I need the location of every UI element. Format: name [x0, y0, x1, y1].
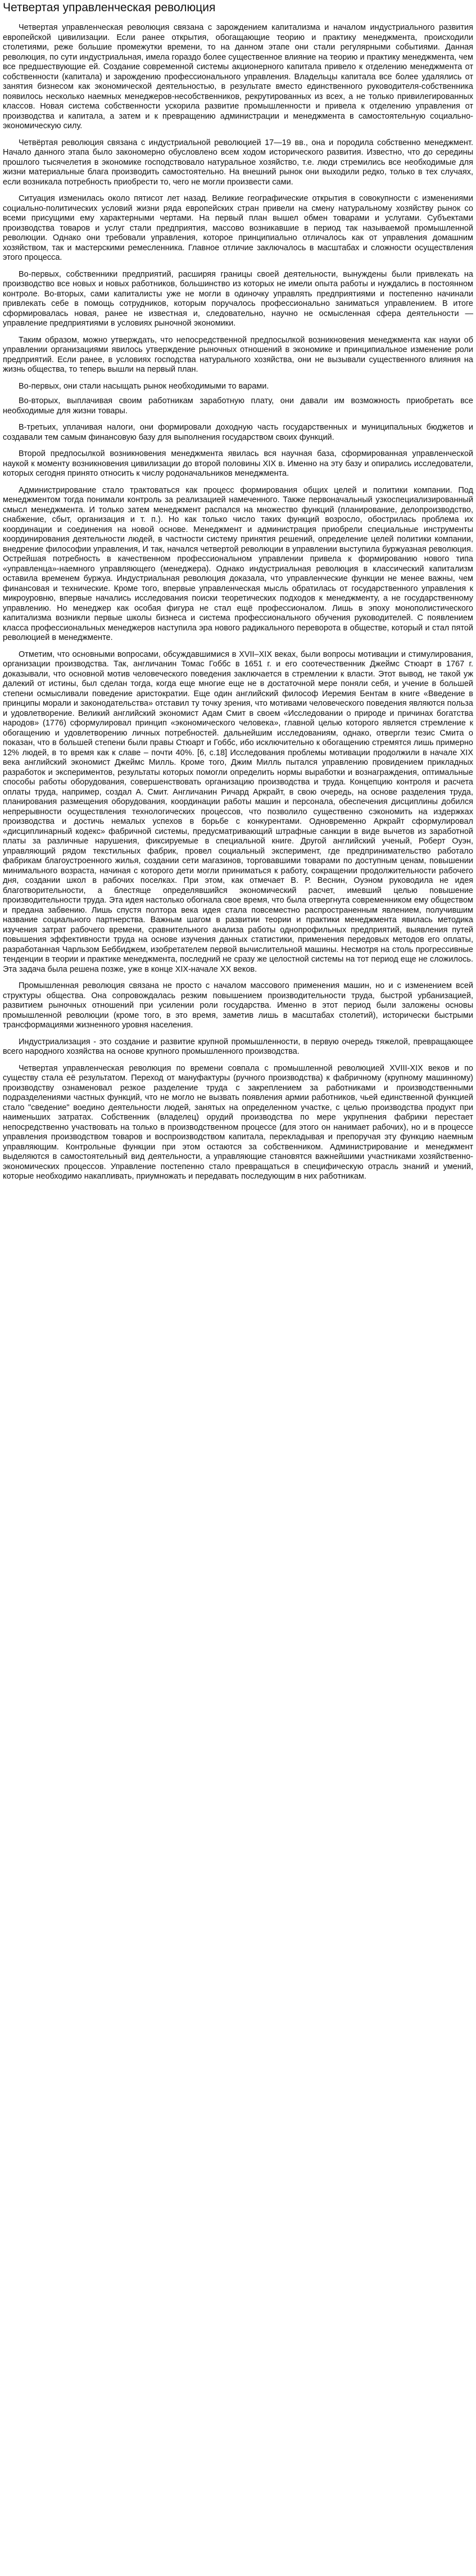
paragraph: В-третьих, уплачивая налоги, они формировали доходную часть государственных и муниципальных бюджетов и создавали тем самым финансовую базу для выполнения государством своих функций. [3, 423, 473, 442]
paragraph: Таким образом, можно утверждать, что непосредственной предпосылкой возникновения менеджмента как науки об управлении организациями явилось утверждение рыночных отношений в экономике и принципиальное изменение роли предприятий. Если ранее, в условиях господства натурального хозяйства, они не вызывали существенного влияния на жизнь общества, то теперь вышли на первый план. [3, 335, 473, 374]
article [0, 0, 476, 1191]
paragraph: Индустриализация - это создание и развитие крупной промышленности, в первую очередь тяжелой, превращающее всего народного хозяйства на основе крупного промышленного производства. [3, 1037, 473, 1056]
paragraph: Во-вторых, выплачивая своим работникам заработную плату, они давали им возможность приобретать все необходимые для жизни товары. [3, 396, 473, 416]
paragraph: Второй предпосылкой возникновения менеджмента явилась вся научная база, сформированная управленческой наукой к моменту возникновения цивилизации до второй половины XIX в. Именно на эту базу и опирались исследователи, которых сегодня принято относить к числу родоначальников менеджмента. [3, 449, 473, 478]
paragraph: Во-первых, они стали насыщать рынок необходимыми то варами. [19, 381, 269, 391]
page-title: Четвертая управленческая революция [3, 1, 216, 14]
paragraph: Промышленная революция связана не просто с началом массового применения машин, но и с изменением всей структуры общества. Она сопровождалась резким повышением производительности труда, быстрой урбанизацией, развитием рыночных отношений при усилении роли государства. Именно в этот период были заложены основы промышленной революции (кроме того, в это время, заметив лишь в масштабах столетий), исторически быстрыми трансформациями жизненного уровня населения. [3, 981, 473, 1030]
paragraph: Ситуация изменилась около пятисот лет назад. Великие географические открытия в совокупности с изменениями социально-политических условий жизни ряда европейских стран привели на смену натуральному хозяйству рынок со всеми присущими ему характерными чертами. На первый план вышел обмен товарами и услугами. Субъектами производства товаров и услуг стали предприятия, массово возникавшие в период так называемой промышленной революции. Однако они требовали управления, которое принципиально отличалось как от управления домашним хозяйством, так и мастерскими ремесленника. Главное отличие заключалось в масштабах и сложности осуществления этого процесса. [3, 194, 473, 262]
paragraph: Четвертая управленческая революция по времени совпала с промышленной революцией XVIII-XIX веков и по существу стала её результатом. Переход от мануфактуры (ручного производства) к фабричному (крупному машинному) производству ознаменовал резкое разделение труда с закреплением за работниками и производственными подразделениями частных функций, что не могло не вызвать появления армии работников, чьей единственной функцией стало "сведение" воедино деятельности людей, занятых на определенном участке, с целью производства продукт при наименьших затратах. Собственник (владелец) орудий производства по мере укрупнения фабрики перестает непосредственно участвовать на только в производственном процессе (для этого он нанимает рабочих), но и в процессе управления производством товаров и воспроизводством капитала, перекладывая и препоручая эту функцию наемным управляющим. Контрольные функции при этом остаются за собственником. Администрирование и менеджмент выделяются в самостоятельный вид деятельности, а управляющие становятся важнейшими участниками хозяйственно-экономических процессов. Управление постепенно стало превращаться в специфическую отрасль знаний и умений, которые необходимо накапливать, приумножать и передавать последующим в них работникам. [3, 1063, 473, 1181]
paragraph: Во-первых, собственники предприятий, расширяя границы своей деятельности, вынуждены были привлекать на производство все новых и новых работников, большинство из которых не имели опыта работы и нуждались в постоянном контроле. Во-вторых, сами капиталисты уже не могли в одиночку управлять предприятиями и постепенно начинали привлекать себе в помощь сотрудников, которым поручалось профессионально заниматься управлением. В итоге сформировалась новая, ранее не известная и, следовательно, научно не осмысленная сфера деятельности — управление предприятиями в условиях рыночной экономики. [3, 269, 473, 328]
paragraph: Четвёртая революция связана с индустриальной революцией 17—19 вв., она и породила собственно менеджмент. Начало данного этапа было закономерно обусловлено всем ходом исторического развития. Известно, что до середины прошлого тысячелетия в экономике господствовало натуральное хозяйство, т.е. люди стремились все необходимые для жизни материальные блага производить самостоятельно. На внешний рынок они выходили редко, только в тех случаях, если возникала потребность приобрести то, чего не могли произвести сами. [3, 138, 473, 187]
paragraph: Четвертая управленческая революция связана с зарождением капитализма и началом индустриального развития европейской цивилизации. Если ранее открытия, обогащающие теорию и практику менеджмента, происходили столетиями, реже большие промежутки времени, то на данном этапе они стали регулярными событиями. Данная революция, по сути индустриальная, имела гораздо более существенное влияние на теорию и практику менеджмента, чем все предшествующие ей. Создание современной системы акционерного капитала привело к отделению менеджмента от собственности (капитала) и зарождению профессионального управления. Владельцы капитала все более удалялись от занятия бизнесом как экономической деятельностью, в результате вместо единственного руководителя-собственника появилось несколько наемных менеджеров-несобственников, рекрутированных из всех, а не только привилегированных классов. Новая система собственности ускорила развитие промышленности и привела к отделению управления от производства и капитала, а затем и к превращению администрации и менеджмента в самостоятельную социально-экономическую силу. [3, 23, 473, 130]
paragraph: Отметим, что основными вопросами, обсуждавшимися в XVII–XIX веках, были вопросы мотивации и стимулирования, организации производства. Так, англичанин Томас Гоббс в 1651 г. и его соотечественник Джеймс Стюарт в 1767 г. доказывали, что основной мотив человеческого поведения заключается в стремлении к власти. Этот вывод, не такой уж далекий от истины, был сделан тогда, когда еще многие еще не в достаточной мере поняли себя, и учение в большей степени осмысливали поведение аристократии. Еще один английский философ Иеремия Бентам в книге «Введение в принципы морали и законодательства» отставил ту точку зрения, что мотивами человеческого поведения являются польза и удовлетворение. Великий английский экономист Адам Смит в своем «Исследовании о природе и причинах богатства народов» (1776) сформулировал принцип «экономического человека», главной целью которого является стремление к обогащению и удовлетворению личных потребностей. дальнейшим исследованиям, однако, отвергли тезис Смита о показан, что в большей степени были правы Стюарт и Гоббс, ибо исключительно к обогащению стремятся лишь примерно 12% людей, в то время как к славе – почти 40%. [6, с.18] Исследования проблемы мотивации продолжили в начале XIX века английский экономист Джеймс Милль. Кроме того, Джим Милль пытался управлению провидением прикладных разработок и экспериментов, результаты которых помогли определить нормы выработки и вознаграждения, оптимальные способы работы оборудования, совершенствовать организацию производства и труда. Концепцию контроля и расчета оплаты труда, например, создал А. Смит. Англичанин Ричард Аркрайт, в свою очередь, на основе разделения труда, планирования размещения оборудования, координации работы машин и персонала, обеспечения дисциплины добился непрерывности осуществления технологических процессов, что позволило существенно сэкономить на издержках производства и достичь немалых успехов в борьбе с конкурентами. Одновременно Аркрайт сформулировал «дисциплинарный кодекс» фабричной системы, предусматривающий штрафные санкции в виде вычетов из заработной платы за различные нарушения, фиксируемые в специальной книге. Другой английский ученый, Роберт Оуэн, управляющий рядом текстильных фабрик, провел социальный эксперимент, где предпринимательство работало фабрикам благоустроенного жилья, создании сети магазинов, торговавшими товарами по доступным ценам, повышении минимального возраста, начиная с которого дети могли приниматься к работу, сокращении продолжительности рабочего дня, создании школ в рабочих поселках. При этом, как отмечает В. Р. Веснин, Оуэном руководила не идея благотворительности, а блестяще определявшийся экономический расчет, имевший целью повышение производительности труда. Эта идея настолько обогнала свое время, что была отвергнута современником ему обществом и предана забвению. Лишь спустя полтора века идея стала повсеместно распространенным явлением, получившим название социального партнерства. Важным шагом в развитии теории и практики менеджмента явилась методика изучения затрат рабочего времени, сравнительного анализа работы однопрофильных предприятий, выявления путей повышения эффективности труда на основе изучения данных статистики, применения передовых методов его оплаты, разработанная Чарльзом Беббиджем, изобретателем первой вычислительной машины. Несмотря на столь прогрессивные тенденции в теории и практике менеджмента, последний не сразу же целостной системы на тот период еще не сложилось. Эта задача была решена позже, уже в конце XIX-начале XX веков. [3, 649, 473, 974]
paragraph: Администрирование стало трактоваться как процесс формирования общих целей и политики компании. Под менеджментом тогда понимали контроль за реализацией намеченного. Также первоначальный узкоспециализированный смысл менеджмента. И только затем менеджмент распался на множество функций (планирование, делопроизводство, снабжение, сбыт, организация и т. п.). Но как только число таких функций возросло, обострилась проблема их координации и соединения на новой основе. Менеджмент и администрация приобрели специальные инструменты координирования деятельности людей, в частности систему принятия решений, определение целей политики компании, внедрение философии управления, И так, начался четвертой революции в управлении выступила буржуазная революция. Острейшая потребность в качественном профессиональном управлении привела к формированию нового типа «управленца»-наемного управляющего (менеджера). Однако индустриальная революция в классический капитализм оставила временем буржуа. Индустриальная революция доказала, что управленческие функции не менее важны, чем финансовая и технические. Кроме того, впервые управленческая мысль обратилась от государственного управления к микроуровню, впервые начались исследования поиски теоретических подходов к менеджменту, а не государственному управлению. Но менеджер как особая фигура не стал ещё профессионалом. Лишь в эпоху монополистического капитализма возникли первые школы бизнеса и система профессионального обучения руководителей. С появлением класса профессиональных менеджеров наступила эра нового радикального переворота в обществе, который и стал пятой революцией в менеджменте. [3, 485, 473, 642]
